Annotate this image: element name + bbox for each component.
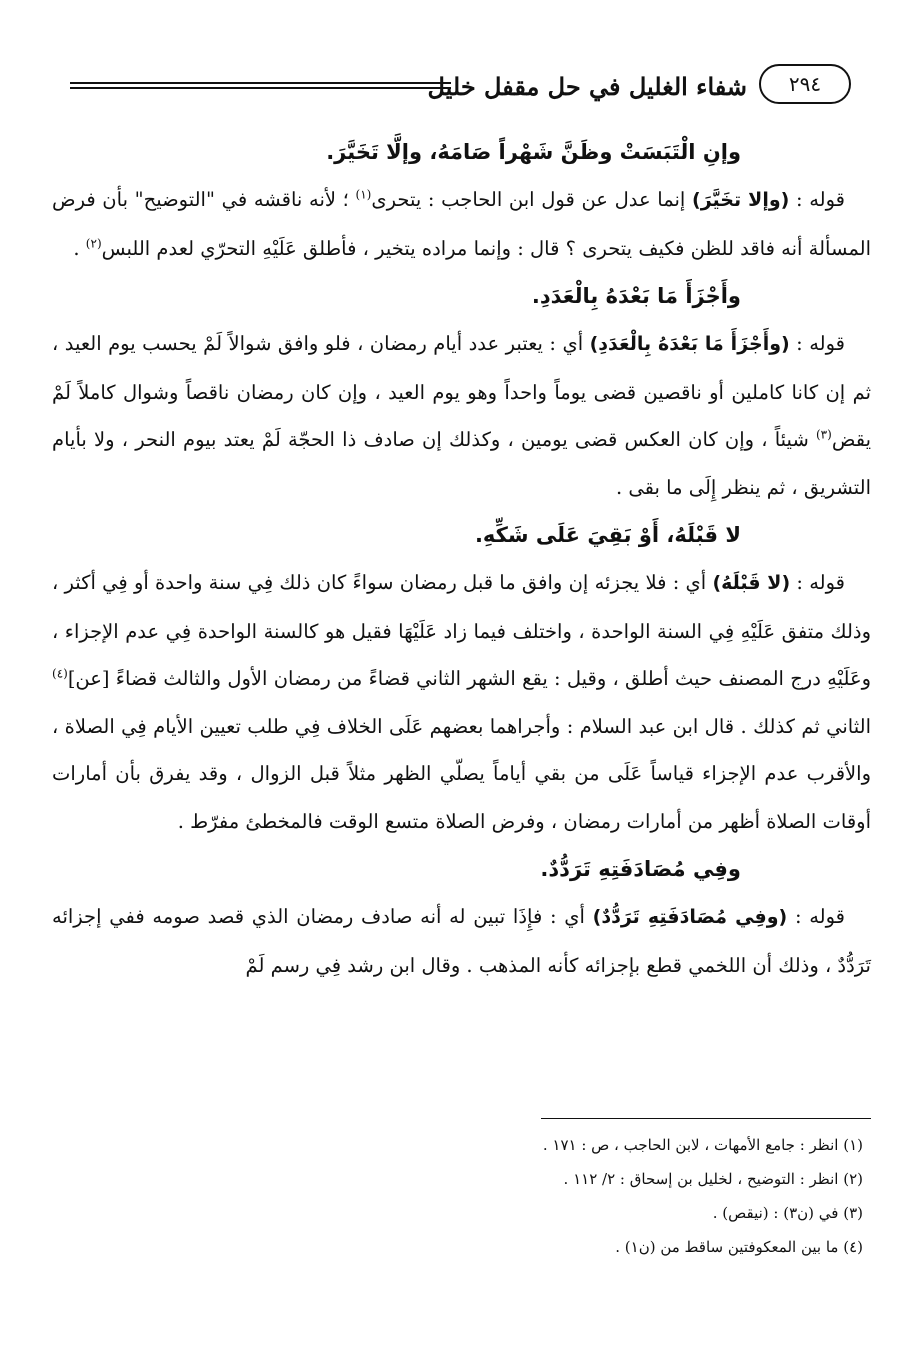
footnote: (١) انظر : جامع الأمهات ، لابن الحاجب ، ص : ١٧١ . [542,1136,863,1154]
paragraph-lead: قوله : [790,571,846,594]
running-title: شفاء الغليل في حل مقفل خليل [427,72,747,101]
matn-line: وأَجْزَأَ مَا بَعْدَهُ بِالْعَدَدِ. [531,284,741,308]
page-header [70,60,851,104]
paragraph-text: شيئاً ، وإن كان العكس قضى يومين ، وكذلك إن صادف ذا الحجّة لَمْ يعتد بيوم النحر ، ولا بأيام التشريق ، ثم ينظر إِلَى ما بقى . [52,428,871,499]
commentary-paragraph [52,320,871,511]
commentary-paragraph [52,893,871,989]
quoted-matn: (لا قَبْلَهُ) [712,572,791,594]
paragraph-text: إنما عدل عن قول ابن الحاجب : يتحرى [371,188,693,211]
footnote-separator [541,1118,871,1119]
footnote-ref: (٢) [85,236,102,250]
footnote: (٤) ما بين المعكوفتين ساقط من (ن١) . [615,1238,863,1256]
matn-line: وإنِ الْتَبَسَتْ وظَنَّ شَهْراً صَامَهُ، وإلَّا تَخَيَّرَ. [326,140,741,164]
paragraph-text: . [73,236,86,260]
quoted-matn: (وأَجْزَأَ مَا بَعْدَهُ بِالْعَدَدِ) [589,333,790,355]
quoted-matn: (وإلا تخَيَّرَ) [692,189,790,211]
footnote-ref: (١) [355,187,372,202]
main-text [52,128,871,989]
paragraph-text: ؛ لأنه ناقشه في "التوضيح" بأن فرض المسألة أنه فاقد للظن فكيف يتحرى ؟ قال : وإنما مراده يتخير ، فأطلق عَلَيْهِ التحرّي لعدم اللبس [52,188,871,260]
commentary-paragraph [52,176,871,272]
commentary-paragraph [52,559,871,845]
paragraph-lead: قوله : [789,332,845,355]
paragraph-text: أي : فلا يجزئه إن وافق ما قبل رمضان سواءً كان ذلك فِي سنة واحدة أو فِي أكثر ، وذلك متفق عَلَيْهِ فِي السنة الواحدة ، واختلف فيما زاد عَلَيْهَا فقيل هو كالسنة الواحدة فِي عدم الإجزاء ، وعَلَيْهِ درج المصنف حيث أطلق ، وقيل : يقع الشهر الثاني قضاءً من رمضان الأول والثالث قضاءً [عن] [52,571,871,690]
footnote-ref: (٤) [52,666,68,681]
paragraph-lead: قوله : [789,188,845,211]
paragraph-text: أي : يعتبر عدد أيام رمضان ، فلو وافق شوالاً لَمْ يحسب يوم العيد ، ثم إن كانا كاملين أو ناقصين قضى يوماً واحداً وهو يوم العيد ، وإن كان رمضان ناقصاً وشوال كاملاً لَمْ يقض [52,332,871,451]
paragraph-lead: قوله : [787,905,845,928]
footnote: (٣) في (ن٣) : (نيقص) . [712,1204,863,1222]
matn-line: لا قَبْلَهُ، أَوْ بَقِيَ عَلَى شَكِّهِ. [474,523,741,547]
paragraph-text: أي : فإِذَا تبين له أنه صادف رمضان الذي قصد صومه ففي إجزائه تَرَدُّدٌ ، وذلك أن اللخمي قطع بإجزائه كأنه المذهب . وقال ابن رشد فِي رسم لَمْ [52,905,871,977]
footnote: (٢) انظر : التوضيح ، لخليل بن إسحاق : ٢/ ١١٢ . [563,1170,863,1188]
header-double-rule [70,82,451,89]
page-number: ٢٩٤ [759,64,851,104]
matn-line: وفِي مُصَادَفَتِهِ تَرَدُّدٌ. [540,857,741,881]
quoted-matn: (وفِي مُصَادَفَتِهِ تَرَدُّدٌ) [592,906,788,928]
footnote-ref: (٣) [815,427,832,442]
paragraph-text: الثاني ثم كذلك . قال ابن عبد السلام : وأجراهما بعضهم عَلَى الخلاف فِي طلب تعيين الأيام فِي الصلاة ، والأقرب عدم الإجزاء قياساً عَلَى من بقي أياماً يصلّي الظهر مثلاً قبل الزوال ، وقد يفرق بأن أمارات أوقات الصلاة أظهر من أمارات رمضان ، وفرض الصلاة متسع الوقت فالمخطئ مفرّط . [52,714,871,833]
footnotes [60,1128,863,1264]
